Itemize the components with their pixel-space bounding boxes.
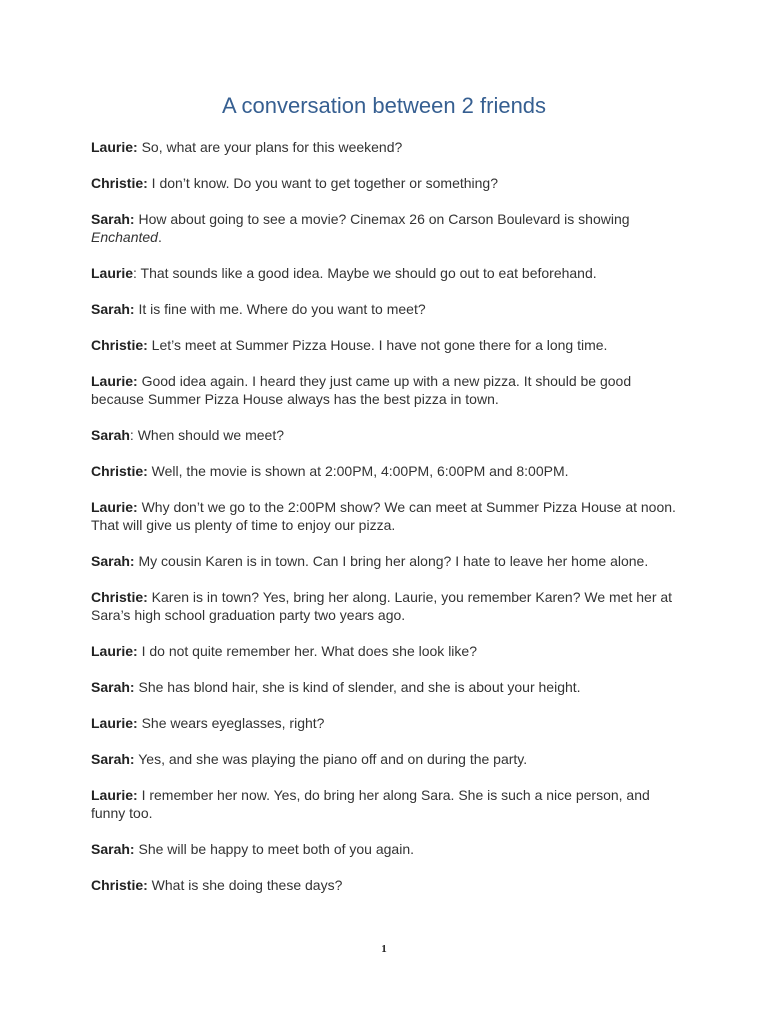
speaker-colon: : (129, 553, 135, 569)
speaker-colon: : (143, 877, 148, 893)
page-number: 1 (381, 943, 387, 955)
line-text: So, what are your plans for this weekend? (137, 139, 403, 155)
line-text: Karen is in town? Yes, bring her along. Laurie, you remember Karen? We met her at Sara’s high school graduation party two years ago. (91, 589, 673, 623)
dialogue-line (91, 498, 681, 534)
speaker-colon: : (133, 643, 138, 659)
dialogue-line (91, 750, 681, 768)
line-text: That sounds like a good idea. Maybe we should go out to eat beforehand. (136, 265, 597, 281)
speaker-colon: : (133, 139, 138, 155)
line-text: My cousin Karen is in town. Can I bring her along? I hate to leave her home alone. (134, 553, 649, 569)
speaker-colon: : (129, 841, 135, 857)
speaker-name: Sarah (91, 427, 130, 443)
line-text: What is she doing these days? (147, 877, 343, 893)
dialogue-line (91, 426, 681, 444)
speaker-colon: : (129, 751, 135, 767)
dialogue-line (91, 840, 681, 858)
speaker-colon: : (129, 301, 135, 317)
line-text: Good idea again. I heard they just came up with a new pizza. It should be good because Summer Pizza House always has the best pizza in town. (91, 373, 632, 407)
speaker-name: Laurie (91, 139, 134, 155)
line-text: I remember her now. Yes, do bring her along Sara. She is such a nice person, and funny too. (91, 787, 650, 821)
speaker-name: Christie (91, 175, 144, 191)
dialogue-list (91, 138, 681, 912)
line-text: It is fine with me. Where do you want to meet? (134, 301, 426, 317)
speaker-colon: : (133, 499, 138, 515)
dialogue-line (91, 210, 681, 246)
speaker-name: Laurie (91, 265, 134, 281)
dialogue-line (91, 552, 681, 570)
speaker-name: Laurie (91, 787, 134, 803)
line-text: Why don’t we go to the 2:00PM show? We can meet at Summer Pizza House at noon. That will give us plenty of time to enjoy our pizza. (91, 499, 676, 533)
speaker-name: Sarah (91, 553, 130, 569)
speaker-name: Laurie (91, 643, 134, 659)
speaker-colon: : (129, 679, 135, 695)
dialogue-line (91, 588, 681, 624)
speaker-name: Christie (91, 337, 144, 353)
line-text: She will be happy to meet both of you again. (134, 841, 414, 857)
dialogue-line (91, 336, 681, 354)
speaker-colon: : (143, 175, 148, 191)
dialogue-line (91, 786, 681, 822)
dialogue-line (91, 174, 681, 192)
dialogue-line (91, 372, 681, 408)
dialogue-line (91, 264, 681, 282)
dialogue-line (91, 138, 681, 156)
speaker-colon: : (143, 463, 148, 479)
speaker-colon: : (143, 337, 148, 353)
dialogue-line (91, 678, 681, 696)
speaker-name: Sarah (91, 301, 130, 317)
speaker-colon: : (143, 589, 148, 605)
line-text: When should we meet? (133, 427, 285, 443)
line-text: She has blond hair, she is kind of slender, and she is about your height. (134, 679, 581, 695)
speaker-name: Christie (91, 877, 144, 893)
line-text: Well, the movie is shown at 2:00PM, 4:00PM, 6:00PM and 8:00PM. (147, 463, 569, 479)
speaker-name: Laurie (91, 499, 134, 515)
line-text: How about going to see a movie? Cinemax 26 on Carson Boulevard is showing (134, 211, 630, 227)
line-text: Let’s meet at Summer Pizza House. I have not gone there for a long time. (147, 337, 608, 353)
dialogue-line (91, 462, 681, 480)
speaker-name: Sarah (91, 751, 130, 767)
line-text: I do not quite remember her. What does she look like? (137, 643, 477, 659)
speaker-colon: : (129, 427, 134, 443)
speaker-name: Laurie (91, 373, 134, 389)
movie-title: Enchanted (91, 229, 158, 245)
speaker-name: Sarah (91, 211, 130, 227)
speaker-name: Laurie (91, 715, 134, 731)
line-text: Yes, and she was playing the piano off and on during the party. (134, 751, 528, 767)
line-text: I don’t know. Do you want to get together or something? (147, 175, 499, 191)
document-title: A conversation between 2 friends (221, 93, 547, 118)
speaker-name: Christie (91, 463, 144, 479)
speaker-name: Sarah (91, 679, 130, 695)
dialogue-line (91, 642, 681, 660)
speaker-colon: : (133, 373, 138, 389)
speaker-colon: : (133, 787, 138, 803)
speaker-colon: : (133, 265, 137, 281)
dialogue-line (91, 876, 681, 894)
line-text-end: . (157, 229, 162, 245)
speaker-name: Christie (91, 589, 144, 605)
line-text: She wears eyeglasses, right? (137, 715, 325, 731)
dialogue-line (91, 714, 681, 732)
speaker-name: Sarah (91, 841, 130, 857)
speaker-colon: : (129, 211, 135, 227)
dialogue-line (91, 300, 681, 318)
speaker-colon: : (133, 715, 138, 731)
